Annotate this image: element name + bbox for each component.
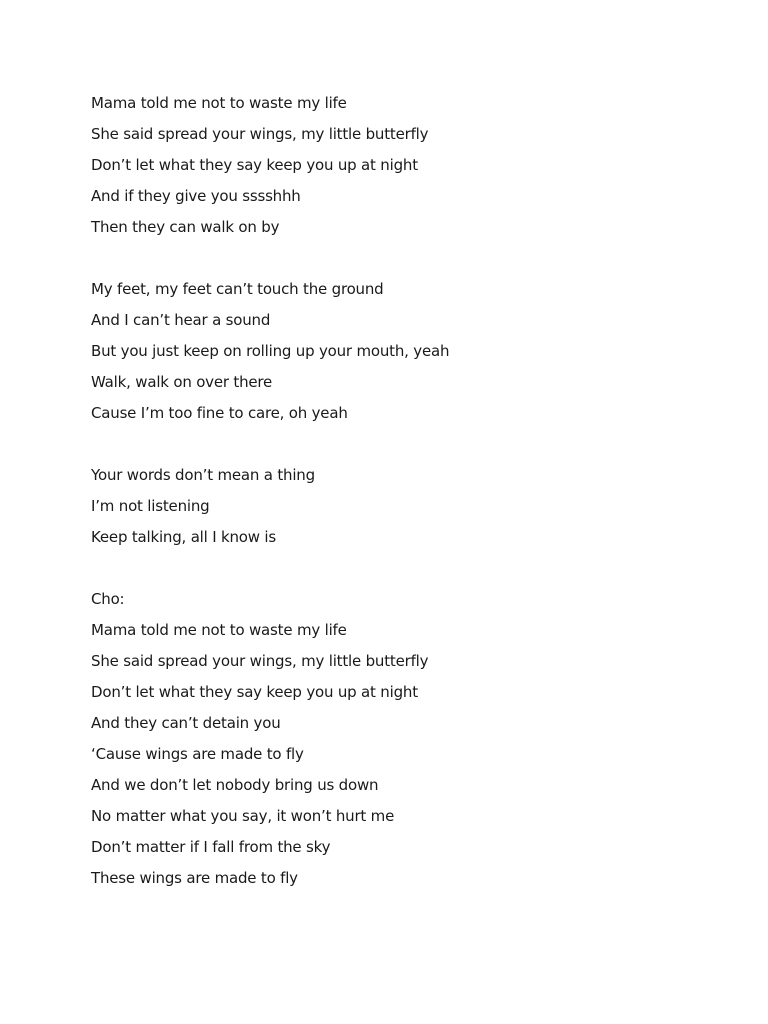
lyric-line: ‘Cause wings are made to fly <box>91 745 304 763</box>
lyric-line: And we don’t let nobody bring us down <box>91 776 379 794</box>
lyric-line: My feet, my feet can’t touch the ground <box>91 280 384 298</box>
lyric-line: But you just keep on rolling up your mouth, yeah <box>91 342 450 360</box>
lyric-line: Mama told me not to waste my life <box>91 621 347 639</box>
lyric-line: Your words don’t mean a thing <box>91 466 315 484</box>
lyric-line: No matter what you say, it won’t hurt me <box>91 807 395 825</box>
lyric-line: Then they can walk on by <box>91 218 280 236</box>
lyric-line: And they can’t detain you <box>91 714 281 732</box>
lyric-line: She said spread your wings, my little butterfly <box>91 652 429 670</box>
chorus-label: Cho: <box>91 590 125 608</box>
lyric-line: Don’t let what they say keep you up at night <box>91 683 418 701</box>
lyric-line: These wings are made to fly <box>91 869 298 887</box>
lyrics-body <box>91 91 731 928</box>
stanza-1 <box>91 91 731 246</box>
stanza-chorus <box>91 587 731 897</box>
lyric-line: Cause I’m too fine to care, oh yeah <box>91 404 348 422</box>
stanza-2 <box>91 277 731 432</box>
lyric-line: Mama told me not to waste my life <box>91 94 347 112</box>
lyric-line: She said spread your wings, my little butterfly <box>91 125 429 143</box>
lyric-line: And I can’t hear a sound <box>91 311 271 329</box>
stanza-3 <box>91 463 731 556</box>
lyric-line: Don’t let what they say keep you up at night <box>91 156 418 174</box>
lyric-line: Keep talking, all I know is <box>91 528 276 546</box>
lyric-line: And if they give you sssshhh <box>91 187 301 205</box>
lyric-line: I’m not listening <box>91 497 210 515</box>
lyric-line: Walk, walk on over there <box>91 373 273 391</box>
lyric-line: Don’t matter if I fall from the sky <box>91 838 331 856</box>
